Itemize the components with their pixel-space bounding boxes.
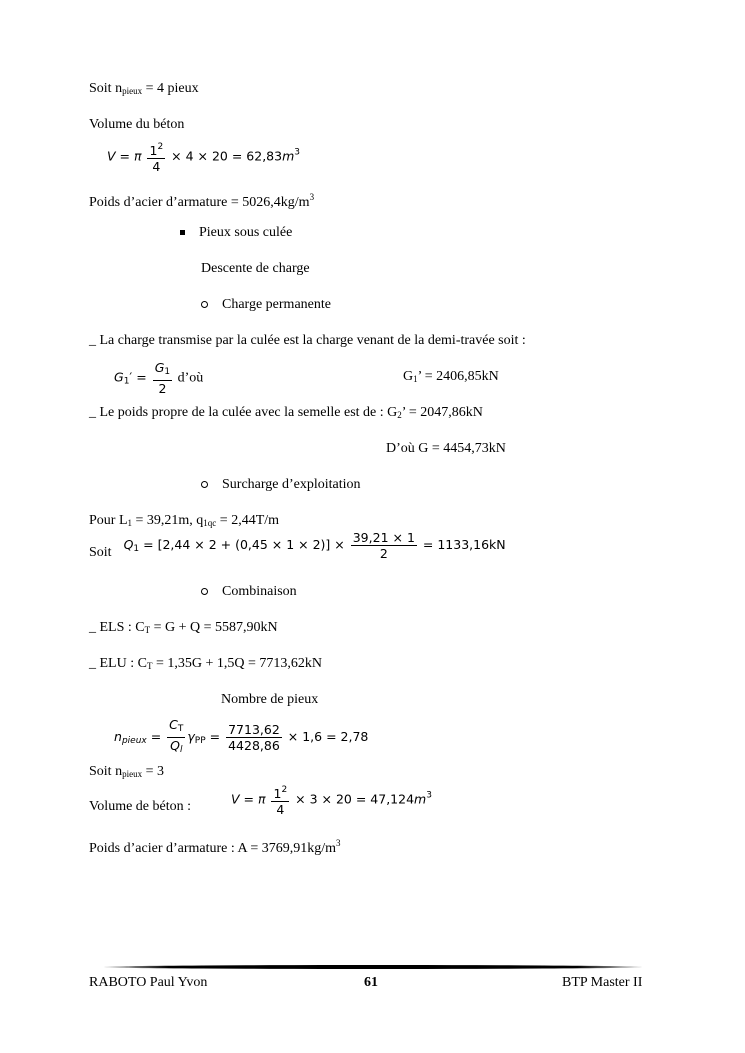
combination-heading: Combinaison: [201, 583, 297, 601]
concrete-volume-label-2: Volume de béton :: [89, 799, 192, 814]
live-load-heading: Surcharge d’exploitation: [201, 476, 361, 494]
load-descent-heading: Descente de charge: [201, 261, 310, 276]
elu-combination: _ ELU : $C_T = 1,35G + 1,5Q = 7713,62kN$: [89, 656, 322, 671]
pile-number-equation: $n_{pieux}$ = $\frac{C_T}{Q_l}$ $\gamma_{PP}$ = $\frac{7713,62}{4428,86}$ × 1,6 = 2,78: [114, 717, 369, 755]
footer-divider: [104, 965, 642, 969]
pile-count-line-2: Soit $n_{pieux} = 3$: [89, 764, 164, 779]
self-weight-line: _ Le poids propre de la culée avec la semelle est de : $G_2$’ = 2047,86kN: [89, 405, 483, 420]
footer-program: BTP Master II: [562, 975, 643, 990]
circle-bullet-icon: [201, 481, 208, 488]
concrete-volume-label: Volume du béton: [89, 117, 185, 132]
g1-equation: $G_1'$ = $\frac{G_1}{2}$ d’où: [114, 360, 204, 396]
steel-weight-line-2: Poids d’acier d’armature : $A = 3769,91kg/m^3$: [89, 838, 341, 856]
total-g-value: D’où G = 4454,73kN: [386, 441, 506, 456]
volume-equation-2: V = π $\frac{1^2}{4}$ × $3 \times 20 = 47,124m^3$: [231, 785, 432, 817]
pile-number-heading: Nombre de pieux: [221, 692, 319, 707]
els-combination: _ ELS : $C_T = G + Q = 5587,90kN$: [89, 620, 278, 635]
load-transmission-text: _ La charge transmise par la culée est la charge venant de la demi-travée soit :: [89, 333, 526, 348]
steel-weight-line-1: Poids d’acier d’armature = $5026,4kg/m^3$: [89, 192, 315, 210]
page-number: 61: [364, 975, 378, 990]
volume-equation-1: V = π $\frac{1^2}{4}$ × $4 \times 20 = 62,83m^3$: [107, 142, 301, 174]
square-bullet-icon: [180, 230, 185, 235]
g1-value: $G_1$’ = 2406,85kN: [403, 369, 499, 384]
section-heading-piles-under-abutment: Pieux sous culée: [180, 224, 292, 242]
footer-author: RABOTO Paul Yvon: [89, 975, 208, 990]
q1-equation: SoitQ$_1$ = [2,44 × 2 + (0,45 × 1 × 2)] × $\frac{39,21 \times 1}{2}$ = 1133,16kN: [89, 530, 506, 561]
pile-count-line: Soit $n_{pieux} = 4$ pieux: [89, 81, 199, 96]
permanent-load-heading: Charge permanente: [201, 296, 331, 314]
span-load-parameters: Pour $L_1 = 39,21m$, $q_{1qc} = 2,44T/m$: [89, 513, 280, 528]
circle-bullet-icon: [201, 588, 208, 595]
circle-bullet-icon: [201, 301, 208, 308]
